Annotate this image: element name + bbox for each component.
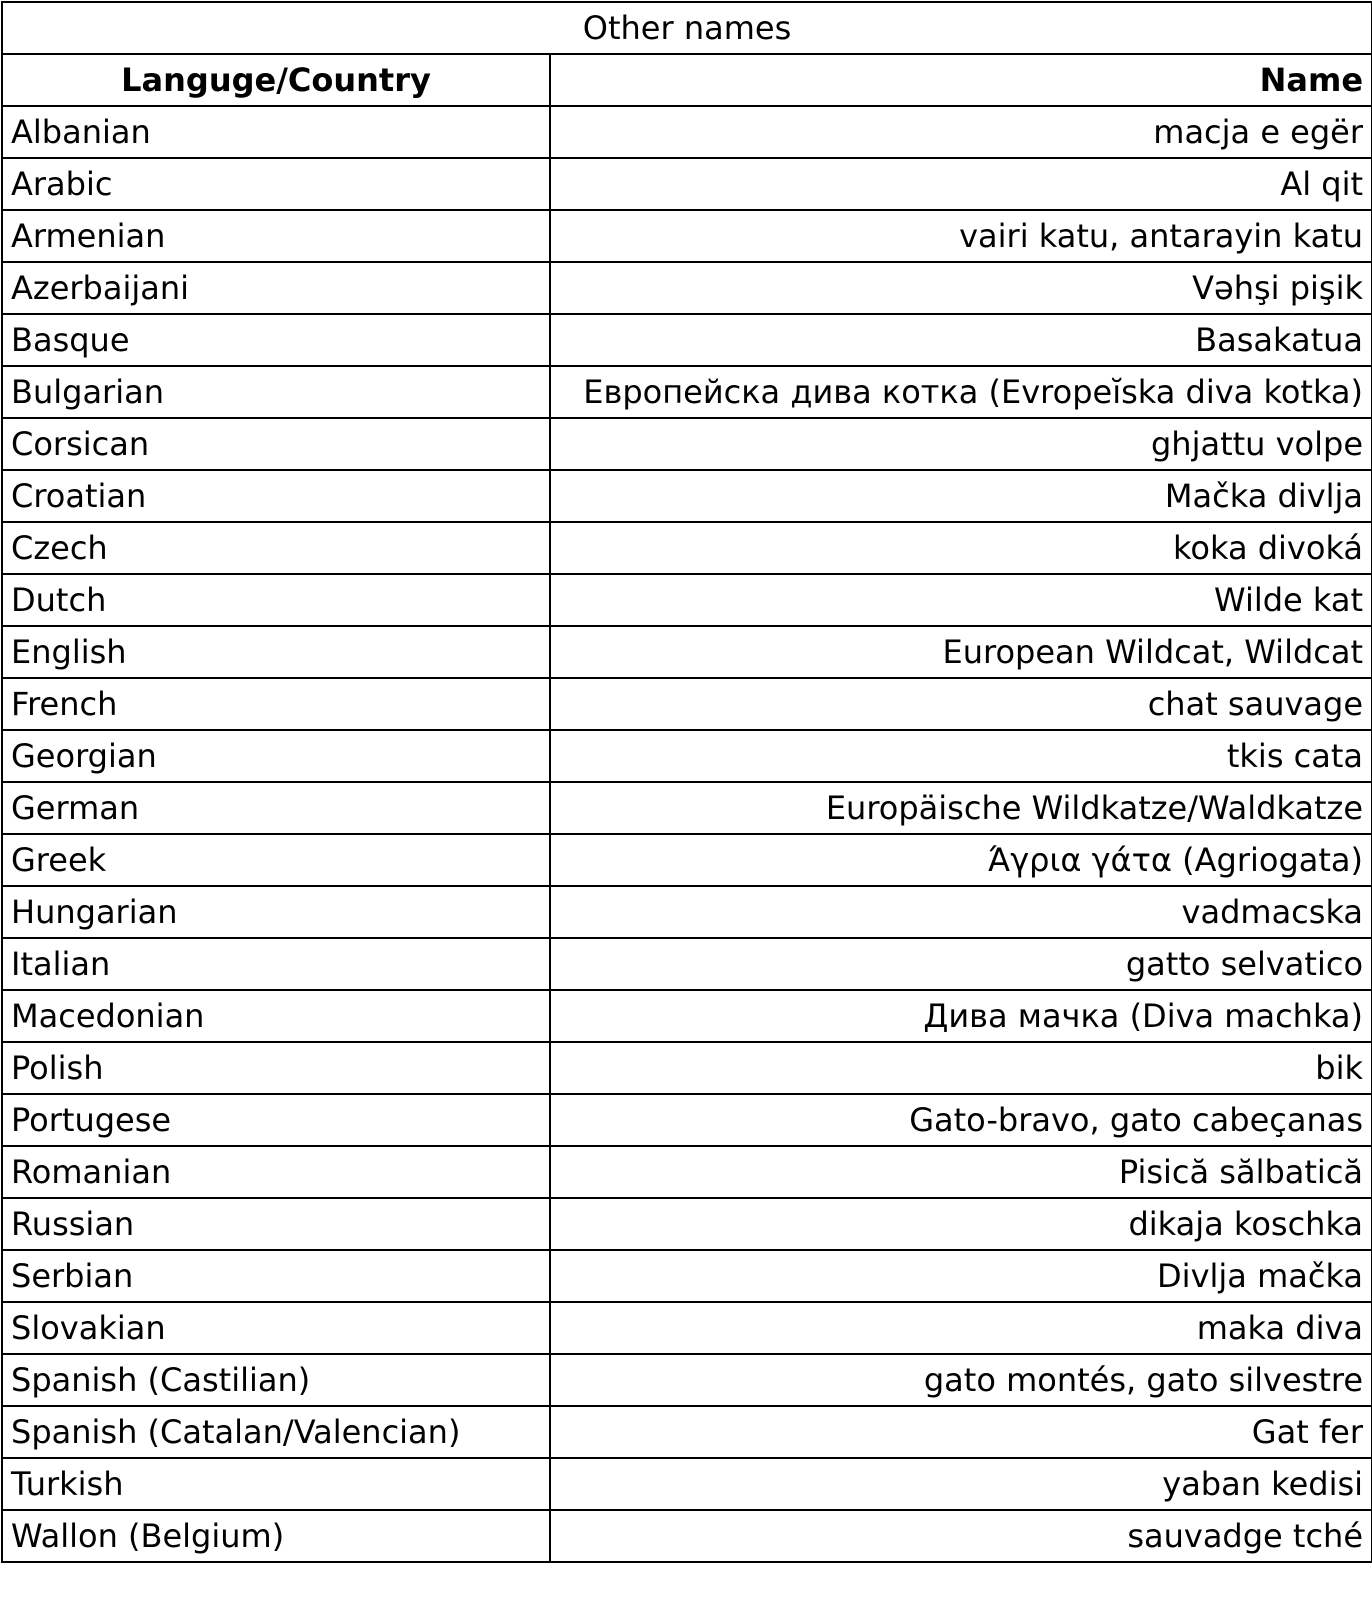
table-row [2, 418, 1372, 470]
table-row [2, 1198, 1372, 1250]
language-cell: Wallon (Belgium) [2, 1510, 550, 1562]
table-row [2, 1146, 1372, 1198]
name-cell: Gato-bravo, gato cabeçanas [550, 1094, 1372, 1146]
table-row [2, 1510, 1372, 1562]
table-row [2, 314, 1372, 366]
other-names-table [1, 1, 1372, 1563]
name-cell: dikaja koschka [550, 1198, 1372, 1250]
table-row [2, 1406, 1372, 1458]
table-body [2, 106, 1372, 1562]
table-row [2, 834, 1372, 886]
name-cell: bik [550, 1042, 1372, 1094]
name-cell: tkis cata [550, 730, 1372, 782]
name-cell: Mačka divlja [550, 470, 1372, 522]
table-row [2, 158, 1372, 210]
table-row [2, 470, 1372, 522]
column-header-language: Languge/Country [2, 54, 550, 106]
language-cell: Dutch [2, 574, 550, 626]
language-cell: Spanish (Castilian) [2, 1354, 550, 1406]
name-cell: Divlja mačka [550, 1250, 1372, 1302]
table-row [2, 366, 1372, 418]
language-cell: Arabic [2, 158, 550, 210]
language-cell: Serbian [2, 1250, 550, 1302]
name-cell: Basakatua [550, 314, 1372, 366]
table-title: Other names [2, 2, 1372, 54]
language-cell: Romanian [2, 1146, 550, 1198]
table-row [2, 1042, 1372, 1094]
table-row [2, 574, 1372, 626]
name-cell: gato montés, gato silvestre [550, 1354, 1372, 1406]
language-cell: Croatian [2, 470, 550, 522]
name-cell: maka diva [550, 1302, 1372, 1354]
language-cell: Hungarian [2, 886, 550, 938]
language-cell: German [2, 782, 550, 834]
name-cell: chat sauvage [550, 678, 1372, 730]
language-cell: Czech [2, 522, 550, 574]
language-cell: Greek [2, 834, 550, 886]
table-row [2, 678, 1372, 730]
name-cell: Wilde kat [550, 574, 1372, 626]
name-cell: ghjattu volpe [550, 418, 1372, 470]
language-cell: Bulgarian [2, 366, 550, 418]
table-row [2, 730, 1372, 782]
name-cell: Gat fer [550, 1406, 1372, 1458]
language-cell: French [2, 678, 550, 730]
language-cell: Georgian [2, 730, 550, 782]
language-cell: Polish [2, 1042, 550, 1094]
table-row [2, 1302, 1372, 1354]
name-cell: vairi katu, antarayin katu [550, 210, 1372, 262]
name-cell: koka divoká [550, 522, 1372, 574]
name-cell: Европейска дива котка (Evropeĭska diva kotka) [550, 366, 1372, 418]
name-cell: gatto selvatico [550, 938, 1372, 990]
name-cell: European Wildcat, Wildcat [550, 626, 1372, 678]
language-cell: Italian [2, 938, 550, 990]
header-row [2, 54, 1372, 106]
language-cell: Portugese [2, 1094, 550, 1146]
language-cell: Turkish [2, 1458, 550, 1510]
name-cell: Al qit [550, 158, 1372, 210]
table-row [2, 1094, 1372, 1146]
name-cell: sauvadge tché [550, 1510, 1372, 1562]
name-cell: Vəhşi pişik [550, 262, 1372, 314]
language-cell: English [2, 626, 550, 678]
table-row [2, 990, 1372, 1042]
table-row [2, 522, 1372, 574]
table-row [2, 210, 1372, 262]
table-row [2, 262, 1372, 314]
table-row [2, 782, 1372, 834]
language-cell: Azerbaijani [2, 262, 550, 314]
title-row [2, 2, 1372, 54]
table-row [2, 1250, 1372, 1302]
name-cell: yaban kedisi [550, 1458, 1372, 1510]
table-row [2, 626, 1372, 678]
table-row [2, 886, 1372, 938]
language-cell: Slovakian [2, 1302, 550, 1354]
language-cell: Russian [2, 1198, 550, 1250]
table-row [2, 106, 1372, 158]
language-cell: Basque [2, 314, 550, 366]
column-header-name: Name [550, 54, 1372, 106]
table-row [2, 1458, 1372, 1510]
language-cell: Albanian [2, 106, 550, 158]
name-cell: Europäische Wildkatze/Waldkatze [550, 782, 1372, 834]
table-row [2, 938, 1372, 990]
table-row [2, 1354, 1372, 1406]
language-cell: Spanish (Catalan/Valencian) [2, 1406, 550, 1458]
language-cell: Armenian [2, 210, 550, 262]
language-cell: Macedonian [2, 990, 550, 1042]
language-cell: Corsican [2, 418, 550, 470]
name-cell: vadmacska [550, 886, 1372, 938]
name-cell: Дива мачка (Diva machka) [550, 990, 1372, 1042]
name-cell: Άγρια γάτα (Agriogata) [550, 834, 1372, 886]
name-cell: Pisică sălbatică [550, 1146, 1372, 1198]
name-cell: macja e egër [550, 106, 1372, 158]
